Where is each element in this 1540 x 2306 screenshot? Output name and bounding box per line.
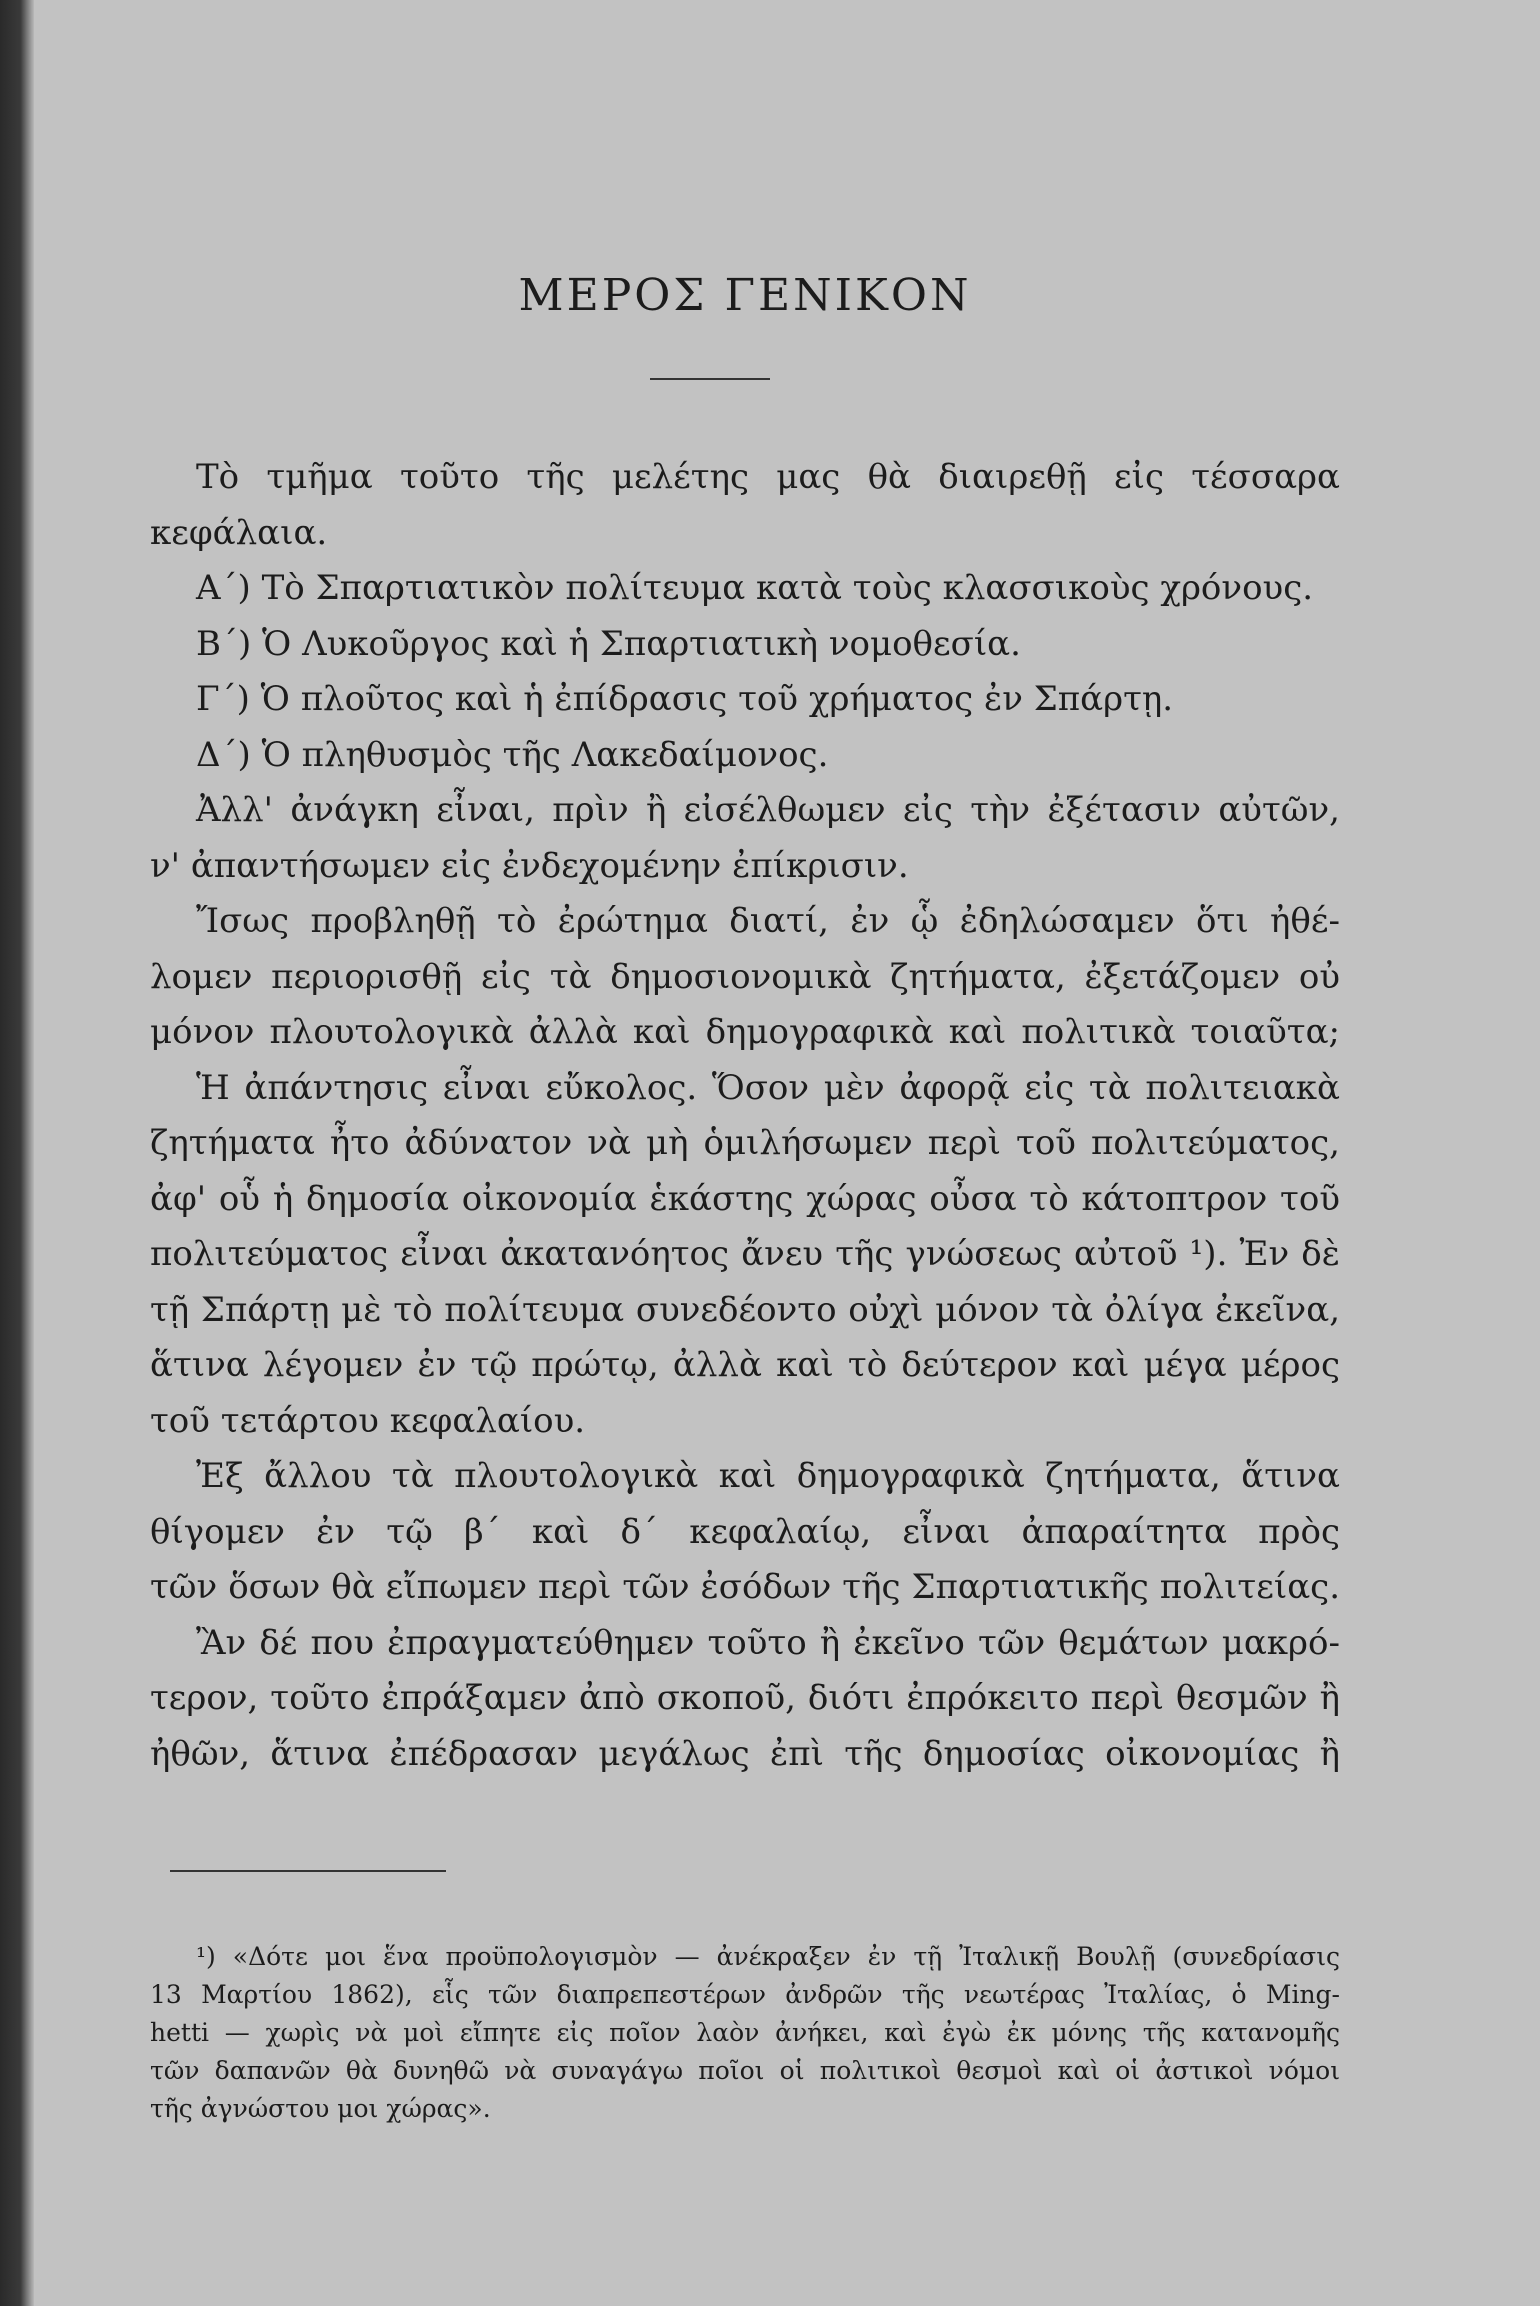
text-line: Α΄) Τὸ Σπαρτιατικὸν πολίτευμα κατὰ τοὺς κλασσικοὺς χρόνους. — [196, 568, 1314, 608]
text-line: Ἐξ ἄλλου τὰ πλουτολογικὰ καὶ δημογραφικὰ ζητήματα, ἅτινα — [196, 1456, 1340, 1496]
text-line: Ἀλλ' ἀνάγκη εἶναι, πρὶν ἢ εἰσέλθωμεν εἰς τὴν ἐξέτασιν αὐτῶν, — [196, 790, 1340, 830]
footnote-line: τῆς ἀγνώστου μοι χώρας». — [150, 2094, 491, 2123]
text-line: Δ΄) Ὁ πληθυσμὸς τῆς Λακεδαίμονος. — [196, 734, 829, 775]
text-line: τοῦ τετάρτου κεφαλαίου. — [150, 1400, 586, 1441]
text-line: πολιτεύματος εἶναι ἀκατανόητος ἄνευ τῆς γνώσεως αὐτοῦ ¹). Ἐν δὲ — [150, 1234, 1340, 1274]
footnote — [150, 1938, 1340, 2128]
text-line: ἅτινα λέγομεν ἐν τῷ πρώτῳ, ἀλλὰ καὶ τὸ δεύτερον καὶ μέγα μέρος — [150, 1345, 1340, 1385]
text-line: Τὸ τμῆμα τοῦτο τῆς μελέτης μας θὰ διαιρεθῇ εἰς τέσσαρα — [196, 457, 1340, 497]
footnote-text: «Δότε μοι ἕνα προϋπολογισμὸν — ἀνέκραξεν ἐν τῇ Ἰταλικῇ Βουλῇ (συνεδρίασις — [232, 1942, 1340, 1971]
text-line: ἀφ' οὗ ἡ δημοσία οἰκονομία ἑκάστης χώρας οὖσα τὸ κάτοπτρον τοῦ — [150, 1178, 1340, 1219]
text-line: Ἴσως προβληθῇ τὸ ἐρώτημα διατί, ἐν ᾧ ἐδηλώσαμεν ὅτι ἠθέ- — [196, 901, 1340, 941]
text-line: τῶν ὅσων θὰ εἴπωμεν περὶ τῶν ἐσόδων τῆς Σπαρτιατικῆς πολιτείας. — [150, 1567, 1340, 1607]
title-rule — [650, 378, 770, 380]
body-text — [150, 450, 1340, 1782]
book-binding-edge — [0, 0, 34, 2306]
footnote-rule — [170, 1870, 446, 1872]
text-line: τῇ Σπάρτῃ μὲ τὸ πολίτευμα συνεδέοντο οὐχὶ μόνον τὰ ὀλίγα ἐκεῖνα, — [150, 1289, 1340, 1330]
text-line: τερον, τοῦτο ἐπράξαμεν ἀπὸ σκοποῦ, διότι ἐπρόκειτο περὶ θεσμῶν ἢ — [150, 1678, 1340, 1718]
text-line: ζητήματα ἦτο ἀδύνατον νὰ μὴ ὁμιλήσωμεν περὶ τοῦ πολιτεύματος, — [150, 1123, 1340, 1163]
footnote-line: hetti — χωρὶς νὰ μοὶ εἴπητε εἰς ποῖον λαὸν ἀνήκει, καὶ ἐγὼ ἐκ μόνης τῆς κατανομῆς — [150, 2018, 1340, 2047]
footnote-line: 13 Μαρτίου 1862), εἷς τῶν διαπρεπεστέρων ἀνδρῶν τῆς νεωτέρας Ἰταλίας, ὁ Ming- — [150, 1980, 1340, 2009]
text-line: Β΄) Ὁ Λυκοῦργος καὶ ἡ Σπαρτιατικὴ νομοθεσία. — [196, 623, 1021, 664]
text-line: Ἂν δέ που ἐπραγματεύθημεν τοῦτο ἢ ἐκεῖνο τῶν θεμάτων μακρό- — [196, 1622, 1340, 1663]
text-line: Γ΄) Ὁ πλοῦτος καὶ ἡ ἐπίδρασις τοῦ χρήματος ἐν Σπάρτῃ. — [196, 679, 1174, 719]
text-line: ν' ἀπαντήσωμεν εἰς ἐνδεχομένην ἐπίκρισιν. — [150, 845, 909, 886]
text-line: θίγομεν ἐν τῷ β΄ καὶ δ΄ κεφαλαίῳ, εἶναι ἀπαραίτητα πρὸς — [150, 1511, 1340, 1552]
footnote-line: τῶν δαπανῶν θὰ δυνηθῶ νὰ συναγάγω ποῖοι οἱ πολιτικοὶ θεσμοὶ καὶ οἱ ἀστικοὶ νόμοι — [150, 2056, 1340, 2085]
book-page — [150, 0, 1340, 2306]
text-line: λομεν περιορισθῇ εἰς τὰ δημοσιονομικὰ ζητήματα, ἐξετάζομεν οὐ — [150, 956, 1340, 997]
section-title: ΜΕΡΟΣ ΓΕΝΙΚΟΝ — [518, 270, 972, 321]
footnote-line — [150, 1938, 1340, 1976]
text-line: μόνον πλουτολογικὰ ἀλλὰ καὶ δημογραφικὰ καὶ πολιτικὰ τοιαῦτα; — [150, 1012, 1340, 1052]
text-line: ἠθῶν, ἅτινα ἐπέδρασαν μεγάλως ἐπὶ τῆς δημοσίας οἰκονομίας ἢ — [150, 1733, 1340, 1774]
text-line: κεφάλαια. — [150, 512, 328, 553]
text-line: Ἡ ἀπάντησις εἶναι εὔκολος. Ὅσον μὲν ἀφορᾷ εἰς τὰ πολιτειακὰ — [196, 1067, 1340, 1108]
footnote-marker: ¹) — [196, 1942, 216, 1971]
